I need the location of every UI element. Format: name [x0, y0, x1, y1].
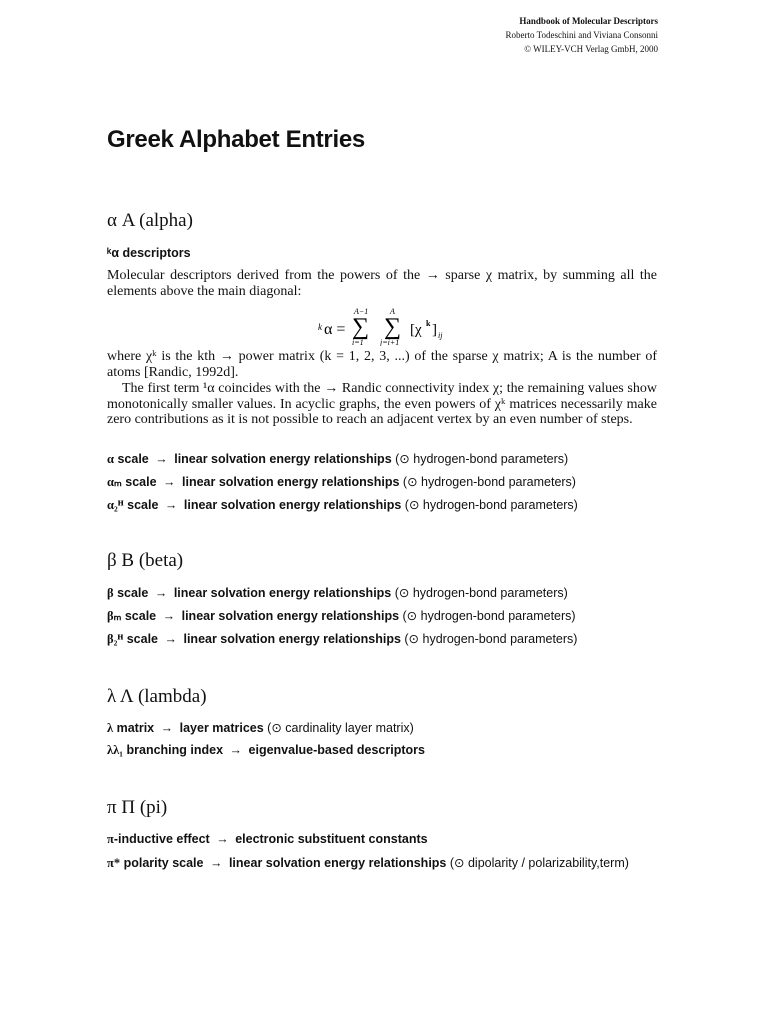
entry-symbol: α₂ᴴ — [107, 498, 124, 512]
entry-cross-reference[interactable]: linear solvation energy relationships — [174, 452, 392, 466]
entry-label: branching index — [123, 743, 224, 757]
entry-label: -inductive effect — [113, 832, 210, 846]
alpha-paragraph-2: where χᵏ is the kth → power matrix (k = 1, 2, 3, ...) of the sparse χ matrix; A is the number of atoms [Randic, 1992d]. — [107, 349, 657, 380]
svg-text:∑: ∑ — [384, 314, 402, 340]
entry-label: scale — [121, 609, 157, 623]
beta-entry — [107, 608, 576, 624]
svg-text:j=i+1: j=i+1 — [380, 338, 400, 346]
beta-entry — [107, 585, 568, 601]
entry-symbol: π — [107, 832, 114, 846]
entry-note: (⊙ hydrogen-bond parameters) — [399, 609, 576, 623]
entry-symbol: λ — [107, 721, 114, 735]
page-header — [506, 14, 658, 56]
section-heading-beta: β B (beta) — [107, 550, 184, 571]
svg-text:A−1: A−1 — [354, 307, 369, 316]
alpha-entry — [107, 474, 576, 490]
lambda-entry — [107, 743, 425, 758]
arrow-right-icon: → — [164, 632, 177, 646]
svg-text:]: ] — [432, 322, 437, 338]
arrow-right-icon: → — [209, 856, 223, 870]
entry-label: polarity scale — [120, 856, 204, 870]
entry-cross-reference[interactable]: linear solvation energy relationships — [181, 609, 400, 623]
svg-text:A: A — [390, 307, 395, 316]
entry-cross-reference[interactable]: linear solvation energy relationships — [183, 498, 402, 512]
arrow-right-icon: → — [216, 832, 229, 846]
alpha-formula — [318, 304, 518, 346]
svg-text:k: k — [426, 319, 431, 328]
arrow-right-icon: → — [160, 721, 174, 735]
entry-cross-reference[interactable]: eigenvalue-based descriptors — [248, 743, 425, 757]
entry-note: (⊙ dipolarity / polarizability,term) — [446, 856, 629, 870]
arrow-right-icon: → — [163, 475, 176, 489]
entry-cross-reference[interactable]: linear solvation energy relationships — [228, 856, 447, 870]
entry-note: (⊙ hydrogen-bond parameters) — [400, 632, 578, 646]
lambda-entry — [107, 720, 414, 736]
header-copyright: © WILEY-VCH Verlag GmbH, 2000 — [524, 44, 658, 54]
entry-cross-reference[interactable]: electronic substituent constants — [235, 832, 428, 846]
entry-cross-reference[interactable]: layer matrices — [179, 721, 264, 735]
alpha-entry — [107, 451, 568, 467]
entry-symbol: β — [107, 586, 114, 600]
beta-entry — [107, 631, 577, 647]
entry-cross-reference[interactable]: linear solvation energy relationships — [183, 632, 401, 646]
entry-symbol: α — [107, 452, 114, 466]
section-heading-lambda: λ Λ (lambda) — [107, 686, 207, 707]
alpha-paragraph-1: Molecular descriptors derived from the powers of the → sparse χ matrix, by summing all the elements above the main diagonal: — [107, 268, 657, 299]
entry-symbol: βₘ — [107, 609, 122, 623]
entry-label: scale — [121, 475, 157, 489]
section-heading-alpha: α A (alpha) — [107, 210, 193, 231]
header-authors: Roberto Todeschini and Viviana Consonni — [505, 30, 658, 40]
entry-label: scale — [123, 498, 159, 512]
header-book-title: Handbook of Molecular Descriptors — [519, 16, 658, 26]
entry-label: scale — [113, 452, 149, 466]
svg-text:i=1: i=1 — [352, 338, 364, 346]
arrow-right-icon: → — [155, 452, 168, 466]
svg-text:k: k — [318, 322, 322, 332]
pi-entry — [107, 832, 428, 847]
entry-symbol: β₂ᴴ — [107, 632, 124, 646]
svg-text:α =: α = — [324, 321, 346, 338]
arrow-right-icon: → — [229, 743, 243, 757]
entry-symbol: π* — [107, 856, 121, 870]
entry-note: (⊙ cardinality layer matrix) — [263, 721, 414, 735]
entry-symbol: αₘ — [107, 475, 122, 489]
alpha-entry — [107, 497, 578, 513]
svg-text:ij: ij — [438, 331, 443, 340]
alpha-paragraph-3: The first term ¹α coincides with the → Randic connectivity index χ; the remaining values show monotonically smaller values. In acyclic graphs, the even powers of χᵏ matrices necessarily make zero contributions as it is not possible to reach an adjacent vertex by an even number of steps. — [107, 381, 657, 427]
entry-symbol: λλ₁ — [107, 743, 124, 757]
entry-note: (⊙ hydrogen-bond parameters) — [391, 452, 569, 466]
arrow-right-icon: → — [164, 498, 178, 512]
entry-cross-reference[interactable]: linear solvation energy relationships — [173, 586, 392, 600]
entry-note: (⊙ hydrogen-bond parameters) — [399, 475, 576, 489]
entry-note: (⊙ hydrogen-bond parameters) — [391, 586, 568, 600]
arrow-right-icon: → — [162, 609, 176, 623]
section-heading-pi: π Π (pi) — [107, 797, 168, 818]
arrow-right-icon: → — [154, 586, 168, 600]
page-title: Greek Alphabet Entries — [107, 126, 365, 153]
svg-text:[χ: [χ — [410, 322, 422, 338]
entry-label: matrix — [113, 721, 155, 735]
svg-text:∑: ∑ — [352, 314, 370, 340]
pi-entry — [107, 855, 629, 871]
alpha-subheading: ᵏα descriptors — [107, 246, 191, 260]
entry-cross-reference[interactable]: linear solvation energy relationships — [182, 475, 400, 489]
entry-label: scale — [113, 586, 149, 600]
entry-label: scale — [123, 632, 159, 646]
entry-note: (⊙ hydrogen-bond parameters) — [401, 498, 578, 512]
